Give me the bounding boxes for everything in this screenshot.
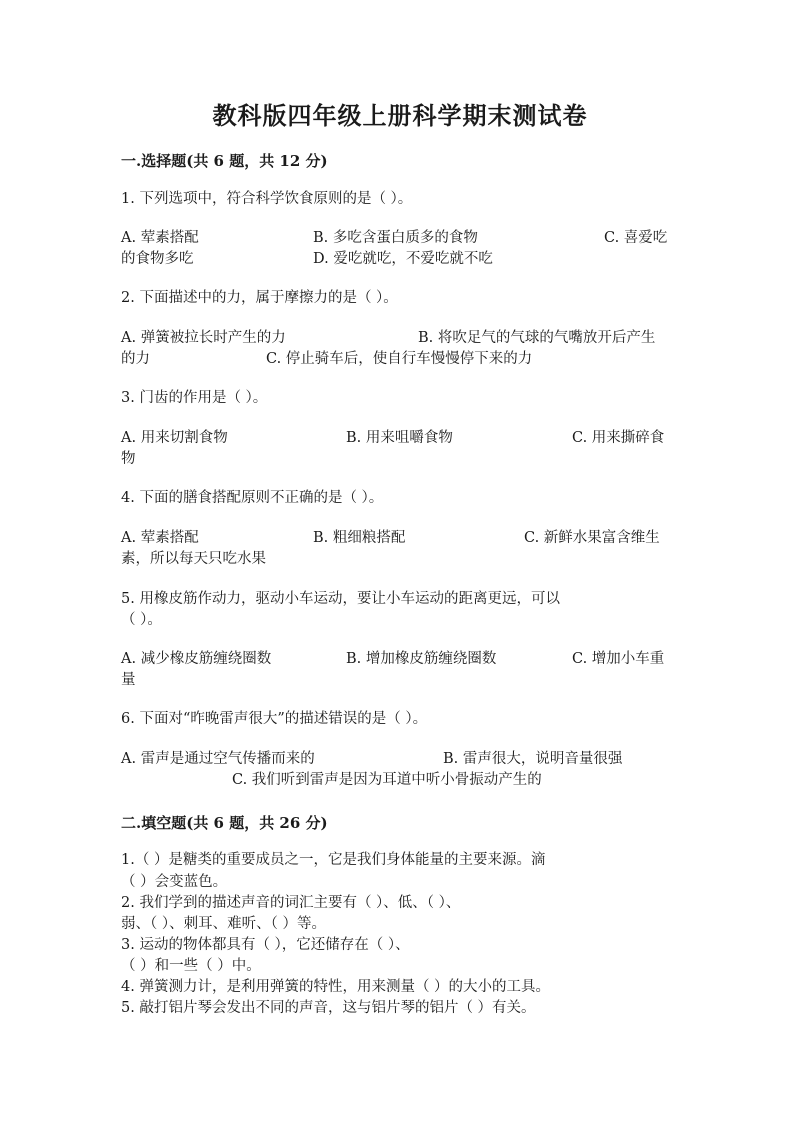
question-stem: 2. 下面描述中的力，属于摩擦力的是（ ）。 [121, 290, 398, 306]
option-c: C. 新鲜水果富含维生 [524, 530, 660, 546]
question-stem-continued: （ ）。 [121, 612, 162, 628]
exam-title: 教科版四年级上册科学期末测试卷 [212, 101, 588, 130]
option-d: D. 爱吃就吃，不爱吃就不吃 [313, 251, 493, 267]
option-a: A. 雷声是通过空气传播而来的 [121, 751, 315, 767]
option-a: A. 弹簧被拉长时产生的力 [121, 330, 286, 346]
option-a: A. 荤素搭配 [121, 230, 199, 246]
fill-blank-line: 5. 敲打铝片琴会发出不同的声音，这与铝片琴的铝片（ ）有关。 [121, 1000, 536, 1016]
option-c: C. 增加小车重 [572, 651, 665, 667]
option-b: B. 将吹足气的气球的气嘴放开后产生 [418, 330, 656, 346]
question-stem: 6. 下面对“昨晚雷声很大”的描述错误的是（ ）。 [121, 711, 428, 727]
option-c: C. 用来撕碎食 [572, 430, 665, 446]
fill-blank-line: （ ）和一些（ ）中。 [121, 958, 261, 974]
option-a: A. 荤素搭配 [121, 530, 199, 546]
fill-blank-line: 4. 弹簧测力计，是利用弹簧的特性，用来测量（ ）的大小的工具。 [121, 979, 551, 995]
option-c: C. 喜爱吃 [604, 230, 668, 246]
option-b: B. 多吃含蛋白质多的食物 [313, 230, 478, 246]
fill-blank-line: 3. 运动的物体都具有（ ），它还储存在（ ）、 [121, 937, 410, 953]
question-stem: 4. 下面的膳食搭配原则不正确的是（ ）。 [121, 490, 384, 506]
question-stem: 3. 门齿的作用是（ ）。 [121, 390, 268, 406]
fill-blank-line: （ ）会变蓝色。 [121, 874, 228, 890]
option-b: B. 用来咀嚼食物 [346, 430, 453, 446]
question-stem: 5. 用橡皮筋作动力，驱动小车运动，要让小车运动的距离更远，可以 [121, 591, 560, 607]
option-b-continued: 的力 [121, 351, 150, 367]
option-b: B. 增加橡皮筋缠绕圈数 [346, 651, 497, 667]
section-heading-fill-blank: 二.填空题(共 6 题，共 26 分) [121, 814, 328, 832]
option-c-continued: 的食物多吃 [121, 251, 194, 267]
fill-blank-line: 2. 我们学到的描述声音的词汇主要有（ ）、低、（ ）、 [121, 895, 461, 911]
option-a: A. 减少橡皮筋缠绕圈数 [121, 651, 272, 667]
option-c-continued: 量 [121, 672, 136, 688]
fill-blank-line: 弱、（ ）、刺耳、难听、（ ）等。 [121, 916, 326, 932]
option-b: B. 雷声很大，说明音量很强 [443, 751, 623, 767]
option-c-continued: 素，所以每天只吃水果 [121, 551, 266, 567]
option-b: B. 粗细粮搭配 [313, 530, 406, 546]
option-c: C. 我们听到雷声是因为耳道中听小骨振动产生的 [232, 772, 542, 788]
question-stem: 1. 下列选项中，符合科学饮食原则的是（ ）。 [121, 191, 413, 207]
option-c: C. 停止骑车后，使自行车慢慢停下来的力 [266, 351, 533, 367]
section-heading-choice: 一.选择题(共 6 题，共 12 分) [121, 152, 328, 170]
option-a: A. 用来切割食物 [121, 430, 228, 446]
fill-blank-line: 1.（ ）是糖类的重要成员之一，它是我们身体能量的主要来源。滴 [121, 852, 546, 868]
option-c-continued: 物 [121, 451, 136, 467]
